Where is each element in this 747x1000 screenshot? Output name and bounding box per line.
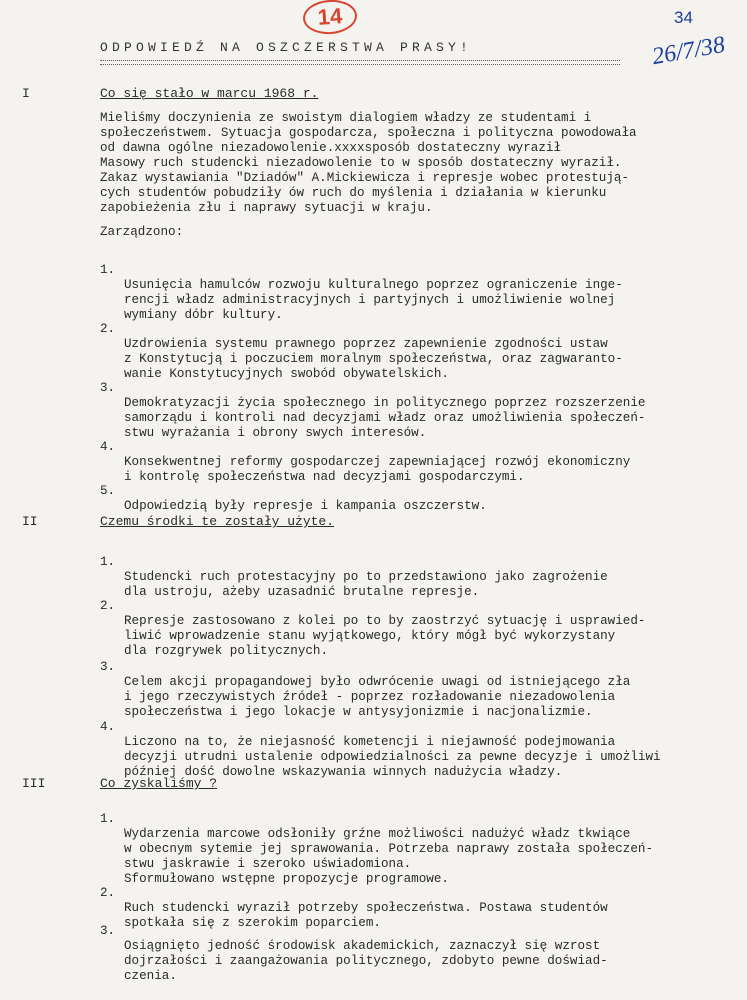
item-text: Liczono na to, że niejasność kometencji i niejawność podejmowania decyzji utrudni ustalenie odpowiedzialności za pewne decyzje i umożliwi później dość dowolne wskazywania winnych nadużycia władzy. xyxy=(124,735,661,779)
item-number: 1. xyxy=(100,812,116,826)
item-text: Demokratyzacji życia społecznego in politycznego poprzez rozszerzenie samorządu i kontroli nad decyzjami władz oraz umożliwienia społeczeń- stwu wyrażania i obrony swych interesów. xyxy=(124,396,646,440)
item-number: 1. xyxy=(100,263,116,277)
item-number: 3. xyxy=(100,381,116,395)
section-number-3: III xyxy=(22,776,46,791)
list-item xyxy=(100,366,646,440)
list-item xyxy=(100,307,623,381)
item-number: 2. xyxy=(100,322,116,336)
item-text: Ruch studencki wyraził potrzeby społeczeństwa. Postawa studentów spotkała się z szerokim poparciem. xyxy=(124,901,608,930)
item-text: Represje zastosowano z kolei po to by zaostrzyć sytuację i usprawied- liwić wprowadzenie stanu wyjątkowego, który mógł być wykorzystany dla rozgrywek politycznych. xyxy=(124,614,646,658)
list-item xyxy=(100,645,631,719)
document-title: ODPOWIEDŹ NA OSZCZERSTWA PRASY! xyxy=(100,40,473,55)
item-text: Konsekwentnej reformy gospodarczej zapewniającej rozwój ekonomiczny i kontrolę społeczeństwa nad decyzjami gospodarczymi. xyxy=(124,455,631,484)
item-number: 5. xyxy=(100,484,116,498)
item-number: 2. xyxy=(100,599,116,613)
item-text: Studencki ruch protestacyjny po to przedstawiono jako zagrożenie dla ustroju, ażeby uzasadnić brutalne represje. xyxy=(124,570,608,599)
item-text: Wydarzenia marcowe odsłoniły grźne możliwości nadużyć władz tkwiące w obecnym sytemie jej sprawowania. Potrzeba naprawy została społeczeń- stwu jaskrawie i szeroko uświadomiona. Sformułowano wstępne propozycje programowe. xyxy=(124,827,654,886)
page-number-stamp: 14 xyxy=(302,0,358,36)
list-item xyxy=(100,797,654,886)
item-number: 3. xyxy=(100,924,116,938)
item-text: Uzdrowienia systemu prawnego poprzez zapewnienie zgodności ustaw z Konstytucją i poczuciem moralnym społeczeństwa, oraz zagwaranto- wanie Konstytucyjnych swobód obywatelskich. xyxy=(124,337,623,381)
item-text: Usunięcia hamulców rozwoju kulturalnego poprzez ograniczenie inge- rencji władz administracyjnych i partyjnych i umożliwienie wolnej wymiany dóbr kultury. xyxy=(124,278,623,322)
handwritten-date: 26/7/38 xyxy=(650,31,727,71)
section-number-2: II xyxy=(22,514,38,529)
section-intro-1: Mieliśmy doczynienia ze swoistym dialogiem władzy ze studentami i społeczeństwem. Sytuacja gospodarcza, społeczna i polityczna powodowała od dawna ogólne niezadowolenie.xxxxsposób dostateczny wyraził Masowy ruch studencki niezadowolenie to w sposób dostateczny wyraził. Zakaz wystawiania "Dziadów" A.Mickiewicza i represje wobec protestują- cych studentów pobudziły ów ruch do myślenia i działania w kierunku zapobieżenia złu i naprawy sytuacji w kraju. xyxy=(100,111,637,215)
item-number: 1. xyxy=(100,555,116,569)
list-item xyxy=(100,705,661,779)
title-underline-2 xyxy=(100,64,620,65)
handwritten-archive-number: 34 xyxy=(674,8,693,27)
section-heading-2: Czemu środki te zostały użyte. xyxy=(100,514,335,529)
item-number: 2. xyxy=(100,886,116,900)
item-number: 3. xyxy=(100,660,116,674)
item-text: Osiągnięto jedność środowisk akademickich, zaznaczył się wzrost dojrzałości i zaangażowania politycznego, zdobyto pewne doświad- czenia. xyxy=(124,939,608,983)
item-number: 4. xyxy=(100,720,116,734)
item-number: 4. xyxy=(100,440,116,454)
section-heading-1: Co się stało w marcu 1968 r. xyxy=(100,86,319,101)
item-text: Celem akcji propagandowej było odwrócenie uwagi od istniejącego zła i jego rzeczywistych źródeł - poprzez rozładowanie niezadowolenia społeczeństwa i jego lokacje w antysyjonizmie i nacjonalizmie. xyxy=(124,675,631,719)
section-sublabel-1: Zarządzono: xyxy=(100,225,184,239)
section-heading-3: Co zyskaliśmy ? xyxy=(100,776,218,791)
title-underline xyxy=(100,60,620,61)
section-number-1: I xyxy=(22,86,30,101)
list-item xyxy=(100,248,623,322)
item-text: Odpowiedzią były represje i kampania oszczerstw. xyxy=(124,499,487,513)
